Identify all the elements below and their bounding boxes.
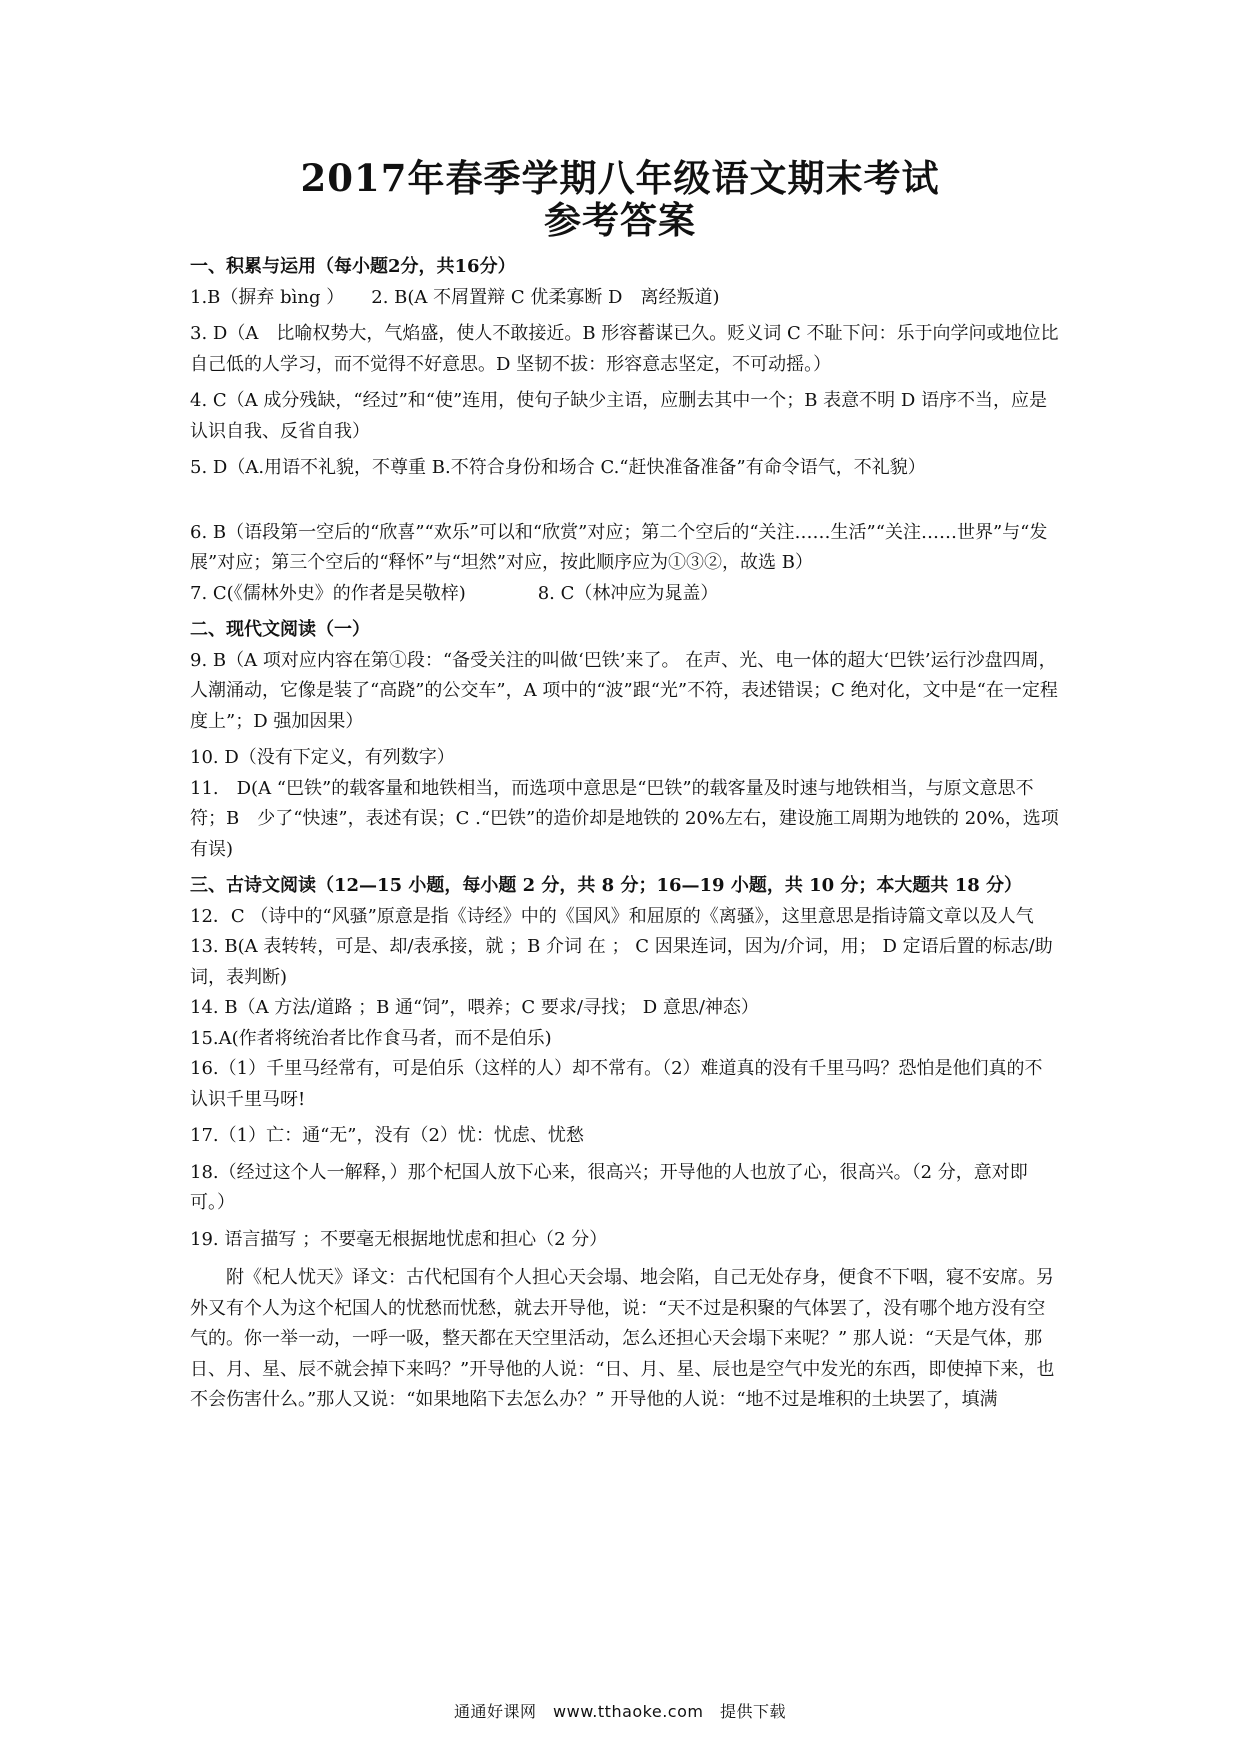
answer-q6: 6. B（语段第一空后的“欣喜”“欢乐”可以和“欣赏”对应；第二个空后的“关注……生活”“关注……世界”与“发展”对应；第三个空后的“释怀”与“坦然”对应，按此顺序应为①③②，故选 B） <box>190 521 1048 573</box>
answer-q12: 12．C （诗中的“风骚”原意是指《诗经》中的《国风》和屈原的《离骚》，这里意思是指诗篇文章以及人气 <box>190 905 1034 927</box>
section-heading-1: 一、积累与运用（每小题2分，共16分） <box>190 256 516 277</box>
answer-q17: 17.（1）亡：通“无”，没有（2）忧：忧虑、忧愁 <box>190 1125 584 1146</box>
document-subtitle: 参考答案 <box>544 198 696 242</box>
answer-q16: 16.（1）千里马经常有，可是伯乐（这样的人）却不常有。（2）难道真的没有千里马吗？恐怕是他们真的不认识千里马呀! <box>190 1058 1043 1110</box>
answer-q7-8: 7. C(《儒林外史》的作者是吴敬梓) 8. C（林冲应为晁盖） <box>190 582 719 604</box>
answer-content <box>190 246 1060 1416</box>
answer-q14: 14. B（A 方法/道路 ；B 通“饲”，喂养；C 要求/寻找； D 意思/神态） <box>190 997 759 1018</box>
answer-q11: 11. D(A “巴铁”的载客量和地铁相当，而选项中意思是“巴铁”的载客量及时速与地铁相当，与原文意思不符；B 少了“快速”，表述有误；C .“巴铁”的造价却是地铁的 20%左右，建设施工周期为地铁的 20%，选项有误) <box>190 777 1059 860</box>
answer-q4: 4. C（A 成分残缺，“经过”和“使”连用，使句子缺少主语，应删去其中一个；B 表意不明 D 语序不当，应是认识自我、反省自我） <box>190 390 1048 442</box>
answer-q3: 3. D（A 比喻权势大，气焰盛，使人不敢接近。B 形容蓄谋已久。贬义词 C 不耻下问：乐于向学问或地位比自己低的人学习，而不觉得不好意思。D 坚韧不拔：形容意志坚定，不可动摇。） <box>190 323 1059 375</box>
answer-q5: 5. D（A.用语不礼貌，不尊重 B.不符合身份和场合 C.“赶快准备准备”有命令语气，不礼貌） <box>190 457 926 478</box>
answer-q9: 9. B（A 项对应内容在第①段：“备受关注的叫做‘巴铁’来了。 在声、光、电一体的超大‘巴铁’运行沙盘四周，人潮涌动，它像是装了“高跷”的公交车”，A 项中的“波”跟“光”不符，表述错误；C 绝对化，文中是“在一定程度上”；D 强加因果） <box>190 649 1058 732</box>
appendix-translation: 附《杞人忧天》译文：古代杞国有个人担心天会塌、地会陷，自己无处存身，便食不下咽，寝不安席。另外又有个人为这个杞国人的忧愁而忧愁，就去开导他，说：“天不过是积聚的气体罢了，没有哪个地方没有空气的。你一举一动，一呼一吸，整天都在天空里活动，怎么还担心天会塌下来呢？” 那人说：“天是气体，那日、月、星、辰不就会掉下来吗？”开导他的人说：“日、月、星、辰也是空气中发光的东西，即使掉下来，也不会伤害什么。”那人又说：“如果地陷下去怎么办？” 开导他的人说：“地不过是堆积的土块罢了，填满 <box>190 1267 1055 1410</box>
section-heading-2: 二、现代文阅读（一） <box>190 619 370 640</box>
answer-q15: 15.A(作者将统治者比作食马者，而不是伯乐) <box>190 1027 552 1049</box>
section-heading-3: 三、古诗文阅读（12—15 小题，每小题 2 分，共 8 分；16—19 小题，共 10 分；本大题共 18 分） <box>190 875 1023 896</box>
answer-q13: 13. B(A 表转转，可是、却/表承接，就 ；B 介词 在 ； C 因果连词，因为/介词，用； D 定语后置的标志/助词，表判断) <box>190 936 1053 988</box>
answer-q18: 18.（经过这个人一解释，）那个杞国人放下心来，很高兴；开导他的人也放了心，很高兴。（2 分，意对即可。） <box>190 1161 1028 1213</box>
document-title: 2017年春季学期八年级语文期末考试 <box>300 156 940 200</box>
answer-q1-2: 1.B（摒弃 bìng ） 2. B(A 不屑置辩 C 优柔寡断 D 离经叛道) <box>190 286 720 308</box>
footer-source: 通通好课网 www.tthaoke.com 提供下载 <box>454 1702 786 1721</box>
answer-q19: 19. 语言描写 ；不要毫无根据地忧虑和担心（2 分） <box>190 1228 608 1250</box>
answer-q10: 10. D（没有下定义，有列数字） <box>190 747 455 768</box>
